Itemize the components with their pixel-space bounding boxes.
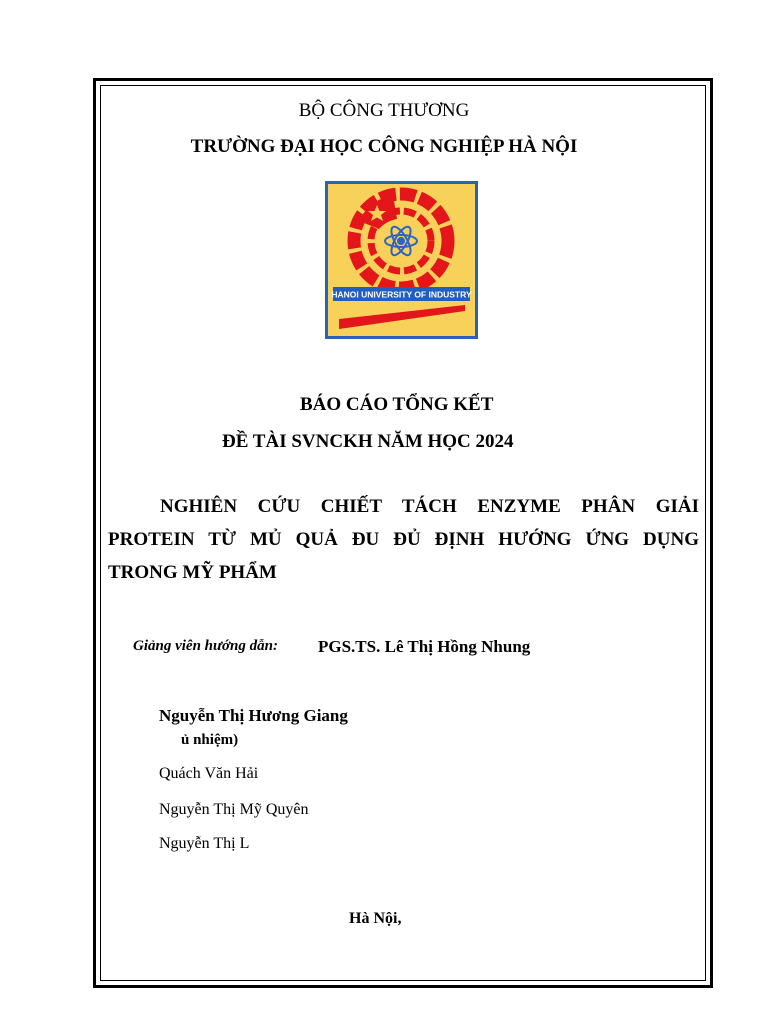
supervisor-label: Giảng viên hướng dẫn:	[133, 638, 278, 654]
member-name: Quách Văn Hải	[159, 765, 259, 782]
supervisor-name: PGS.TS. Lê Thị Hồng Nhung	[318, 637, 531, 656]
thesis-title-line-2: PROTEIN TỪ MỦ QUẢ ĐU ĐỦ ĐỊNH HƯỚNG ỨNG DỤNG	[108, 529, 699, 550]
lead-member-role: ủ nhiệm)	[181, 732, 239, 748]
thesis-title-line-1: NGHIÊN CỨU CHIẾT TÁCH ENZYME PHÂN GIẢI	[160, 496, 699, 517]
lead-member-name: Nguyễn Thị Hương Giang	[159, 706, 348, 725]
member-name: Nguyễn Thị L	[159, 835, 250, 852]
member-name: Nguyễn Thị Mỹ Quyên	[159, 801, 309, 818]
thesis-title-line-3: TRONG MỸ PHẨM	[108, 562, 277, 583]
university-logo	[325, 181, 478, 339]
place-date: Hà Nội,	[349, 910, 402, 927]
report-topic: ĐỀ TÀI SVNCKH NĂM HỌC 2024	[222, 431, 514, 452]
ministry-name: BỘ CÔNG THƯƠNG	[298, 100, 470, 121]
university-name: TRƯỜNG ĐẠI HỌC CÔNG NGHIỆP HÀ NỘI	[190, 136, 578, 157]
report-type: BÁO CÁO TỔNG KẾT	[300, 394, 494, 415]
logo-text: HANOI UNIVERSITY OF INDUSTRY	[331, 289, 472, 300]
